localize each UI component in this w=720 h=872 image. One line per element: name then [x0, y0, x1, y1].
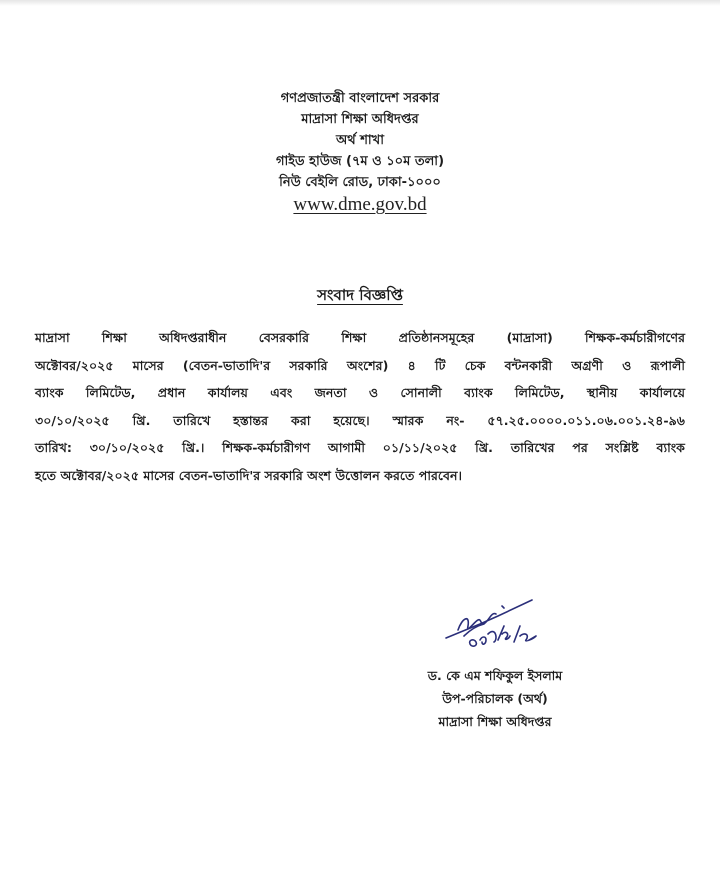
notice-title-text: সংবাদ বিজ্ঞপ্তি [317, 286, 403, 304]
body-line: ব্যাংক লিমিটেড, প্রধান কার্যালয় এবং জনতা ও সোনালী ব্যাংক লিমিটেড, স্থানীয় কার্যালয়ে [35, 385, 685, 400]
notice-title [0, 284, 720, 309]
body-line: তারিখ: ৩০/১০/২০২৫ খ্রি.। শিক্ষক-কর্মচারীগণ আগামী ০১/১১/২০২৫ খ্রি. তারিখের পর সংশ্লিষ্ট ব্যাংক [35, 440, 685, 455]
directorate-name: মাদ্রাসা শিক্ষা অধিদপ্তর [301, 112, 419, 127]
notice-body [35, 324, 685, 489]
letterhead [0, 88, 720, 218]
scan-edge-shadow [0, 0, 720, 6]
signatory-name: ড. কে এম শফিকুল ইসলাম [427, 668, 563, 683]
street-address: নিউ বেইলি রোড, ঢাকা-১০০০ [279, 175, 441, 190]
signatory-office: মাদ্রাসা শিক্ষা অধিদপ্তর [438, 714, 552, 729]
building-address: গাইড হাউজ (৭ম ও ১০ম তলা) [275, 154, 445, 169]
signatory-designation: উপ-পরিচালক (অর্থ) [442, 691, 548, 706]
government-name: গণপ্রজাতন্ত্রী বাংলাদেশ সরকার [280, 91, 440, 106]
branch-name: অর্থ শাখা [336, 133, 384, 148]
handwritten-signature-icon [440, 596, 560, 654]
body-line: ৩০/১০/২০২৫ খ্রি. তারিখে হস্তান্তর করা হয়েছে। স্মারক নং- ৫৭.২৫.০০০০.০১১.০৬.০০১.২৪-৯৬ [35, 412, 685, 428]
signatory-block [370, 664, 620, 733]
body-line: হতে অক্টোবর/২০২৫ মাসের বেতন-ভাতাদি'র সরকারি অংশ উত্তোলন করতে পারবেন। [35, 467, 463, 483]
body-line: মাদ্রাসা শিক্ষা অধিদপ্তরাধীন বেসরকারি শিক্ষা প্রতিষ্ঠানসমূহের (মাদ্রাসা) শিক্ষক-কর্মচারীগণের [35, 330, 685, 345]
body-line: অক্টোবর/২০২৫ মাসের (বেতন-ভাতাদি'র সরকারি অংশের) ৪ টি চেক বন্টনকারী অগ্রণী ও রূপালী [35, 357, 685, 373]
website-link[interactable]: www.dme.gov.bd [293, 194, 427, 215]
